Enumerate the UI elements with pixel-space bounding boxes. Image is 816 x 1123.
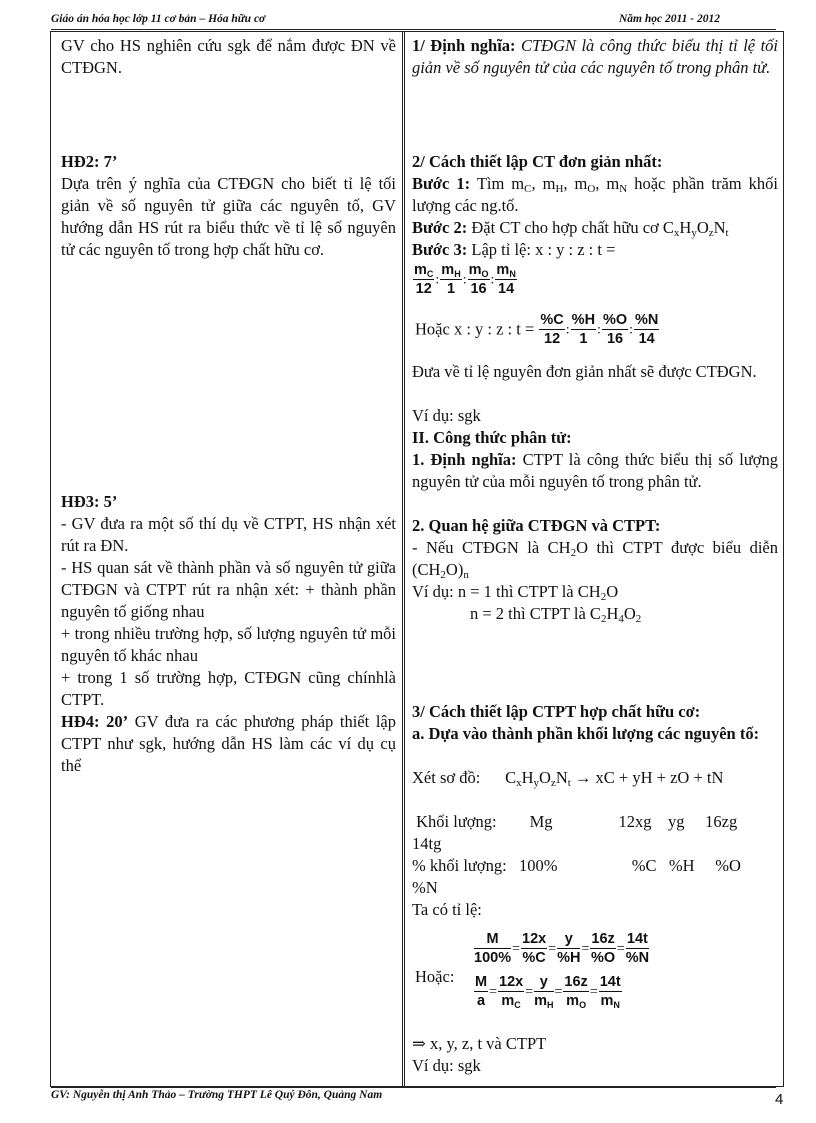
method-a-title: a. Dựa vào thành phần khối lượng các nguyên tố: [412, 724, 760, 743]
page-header [51, 11, 776, 30]
hd3-line3: + trong nhiều trường hợp, số lượng nguyên tử mỗi nguyên tố khác nhau [61, 624, 396, 665]
hd3-line2: - HS quan sát về thành phần và số nguyên tử giữa CTĐGN và CTPT rút ra nhận xét: + thành phần nguyên tố giống nhau [61, 558, 396, 621]
ratio-percent-formula: Hoặc x : y : z : t = $\frac{\%C}{12}$ : $\frac{\%H}{1}$ : $\frac{\%O}{16}$ : $\frac{\%N}{14}$ [415, 312, 659, 347]
percent-row: % khối lượng: 100% %C %H %O [412, 856, 741, 875]
section-3-title: 3/ Cách thiết lập CTPT hợp chất hữu cơ: [412, 702, 701, 721]
header-left: Giáo án hóa học lớp 11 cơ bản – Hóa hữu cơ [51, 13, 266, 25]
result-line: ⇒ x, y, z, t và CTPT [412, 1034, 547, 1053]
footer-author: GV: Nguyễn thị Anh Thảo – Trường THPT Lê Quý Đôn, Quảng Nam [51, 1089, 383, 1101]
page-number: 4 [775, 1091, 784, 1108]
lesson-table [50, 31, 784, 1087]
example-n2: n = 2 thì CTPT là $C_2H_4O_2$ [470, 604, 642, 625]
hd3-line4: + trong 1 số trường hợp, CTĐGN cũng chínhlà CTPT. [61, 668, 396, 709]
hd4: HĐ4: 20’ GV đưa ra các phương pháp thiết lập CTPT như sgk, hướng dẫn HS làm các ví dụ cụ thể [61, 712, 396, 775]
percent-row-tail: %N [412, 878, 438, 897]
definition: 1/ Định nghĩa: CTĐGN là công thức biểu thị tỉ lệ tối giản về số nguyên tử của các nguyên tố trong phân tử. [412, 36, 779, 77]
mass-row: Khối lượng: Mg 12xg yg 16zg [416, 812, 738, 831]
relation-line: - Nếu CTĐGN là $CH_2O$ thì CTPT được biểu diễn $(CH_2O)_n$ [412, 538, 778, 581]
scheme: Xét sơ đồ: $C_xH_yO_zN_t$ → xC + yH + zO + tN [412, 768, 724, 789]
example-n1: Ví dụ: n = 1 thì CTPT là $CH_2O$ [412, 582, 619, 603]
ratio-intro: Ta có tỉ lệ: [412, 900, 482, 919]
hd3-line1: - GV đưa ra một số thí dụ về CTPT, HS nhận xét rút ra ĐN. [61, 514, 396, 555]
step-1: Bước 1: Tìm $m_C$, $m_H$, $m_O$, $m_N$ hoặc phần trăm khối lượng các ng.tố. [412, 174, 778, 215]
section-2-title: 2/ Cách thiết lập CT đơn giản nhất: [412, 152, 663, 171]
step-3: Bước 3: Lập tỉ lệ: x : y : z : t = [412, 240, 616, 259]
ratio-mass-formula: $\frac{m_C}{12}$ : $\frac{m_H}{1}$ : $\frac{m_O}{16}$ : $\frac{m_N}{14}$ [414, 262, 516, 297]
simplify-note: Đưa về tỉ lệ nguyên đơn giản nhất sẽ được CTĐGN. [412, 362, 757, 381]
hd3-title: HĐ3: 5’ [61, 492, 118, 511]
example-2: Ví dụ: sgk [412, 1056, 481, 1075]
header-right: Năm học 2011 - 2012 [619, 13, 720, 25]
section-ii-title: II. Công thức phân tử: [412, 428, 572, 447]
column-divider [402, 32, 403, 1086]
ratio-equations: Hoặc: $\frac{M}{100\%}$ = $\frac{12x}{\%C}$ = $\frac{y}{\%H}$ = $\frac{16z}{\%O}$ = $\frac{14t}{\%N}$ $\frac{M}{a}$ = $\frac{12x}{m_C}$ = $\frac{y}{m_H}$ = $\frac{16z}{m_O}$ = $\frac{14t}{m_N}$ [415, 931, 650, 1010]
example-1: Ví dụ: sgk [412, 406, 481, 425]
hd2-body: Dựa trên ý nghĩa của CTĐGN cho biết tỉ lệ tối giản về số nguyên tử giữa các nguyên tố, GV hướng dẫn HS rút ra biểu thức về tỉ lệ số nguyên tử các nguyên tố trong hợp chất hữu cơ. [61, 174, 396, 259]
left-intro: GV cho HS nghiên cứu sgk để nắm được ĐN về CTĐGN. [61, 36, 396, 77]
ctpt-definition: 1. Định nghĩa: CTPT là công thức biểu thị số lượng nguyên tử của mỗi nguyên tố trong phân tử. [412, 450, 778, 491]
step-2: Bước 2: Đặt CT cho hợp chất hữu cơ $C_xH_yO_zN_t$ [412, 218, 729, 239]
column-divider-2 [404, 32, 405, 1086]
hd2-title: HĐ2: 7’ [61, 152, 118, 171]
relation-title: 2. Quan hệ giữa CTĐGN và CTPT: [412, 516, 661, 535]
footer-rule [51, 1087, 776, 1088]
mass-row-tail: 14tg [412, 834, 442, 853]
